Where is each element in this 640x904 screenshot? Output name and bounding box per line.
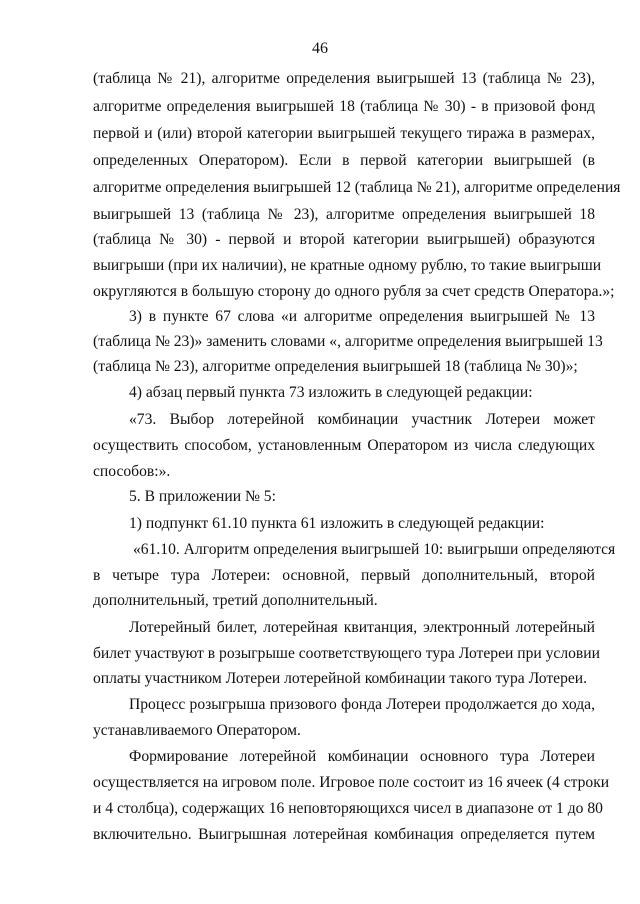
text-line: (таблица № 30) - первой и второй категории выигрышей) образуются [93, 231, 595, 248]
text-line: (таблица № 21), алгоритме определения выигрышей 13 (таблица № 23), [93, 70, 595, 87]
text-line: 1) подпункт 61.10 пункта 61 изложить в следующей редакции: [129, 515, 545, 532]
text-line: округляются в большую сторону до одного рубля за счет средств Оператора.»; [93, 283, 615, 300]
text-line: осуществить способом, установленным Оператором из числа следующих [93, 437, 595, 454]
text-line: включительно. Выигрышная лотерейная комбинация определяется путем [93, 826, 595, 843]
text-line: устанавливаемого Оператором. [93, 722, 301, 739]
text-line: выигрышей 13 (таблица № 23), алгоритме определения выигрышей 18 [93, 206, 595, 223]
text-line: способов:». [93, 463, 171, 480]
page-number: 46 [312, 40, 328, 57]
text-line: 3) в пункте 67 слова «и алгоритме определения выигрышей № 13 [129, 308, 595, 325]
text-line: первой и (или) второй категории выигрышей текущего тиража в размерах, [93, 125, 595, 142]
text-line: дополнительный, третий дополнительный. [93, 592, 378, 609]
text-line: в четыре тура Лотереи: основной, первый дополнительный, второй [93, 567, 595, 584]
text-line: (таблица № 23), алгоритме определения выигрышей 18 (таблица № 30)»; [93, 358, 578, 375]
text-line: «61.10. Алгоритм определения выигрышей 10: выигрыши определяются [133, 541, 616, 558]
text-line: билет участвуют в розыгрыше соответствующего тура Лотереи при условии [93, 645, 600, 662]
text-line: определенных Оператором). Если в первой категории выигрышей (в [93, 152, 595, 169]
text-line: Процесс розыгрыша призового фонда Лотереи продолжается до хода, [129, 696, 595, 713]
text-line: оплаты участником Лотереи лотерейной комбинации такого тура Лотереи. [93, 670, 588, 687]
text-line: и 4 столбца), содержащих 16 неповторяющихся чисел в диапазоне от 1 до 80 [93, 800, 603, 817]
text-line: алгоритме определения выигрышей 18 (таблица № 30) - в призовой фонд [93, 98, 595, 115]
text-line: «73. Выбор лотерейной комбинации участник Лотереи может [129, 411, 595, 428]
text-line: Лотерейный билет, лотерейная квитанция, электронный лотерейный [129, 619, 595, 636]
text-line: Формирование лотерейной комбинации основного тура Лотереи [129, 748, 595, 765]
text-line: (таблица № 23)» заменить словами «, алгоритме определения выигрышей 13 [93, 333, 603, 350]
text-line: 4) абзац первый пункта 73 изложить в следующей редакции: [129, 384, 533, 401]
text-line: алгоритме определения выигрышей 12 (таблица № 21), алгоритме определения [93, 179, 621, 196]
text-line: выигрыши (при их наличии), не кратные одному рублю, то такие выигрыши [93, 257, 602, 274]
text-line: осуществляется на игровом поле. Игровое поле состоит из 16 ячеек (4 строки [93, 774, 610, 791]
text-line: 5. В приложении № 5: [129, 488, 276, 505]
